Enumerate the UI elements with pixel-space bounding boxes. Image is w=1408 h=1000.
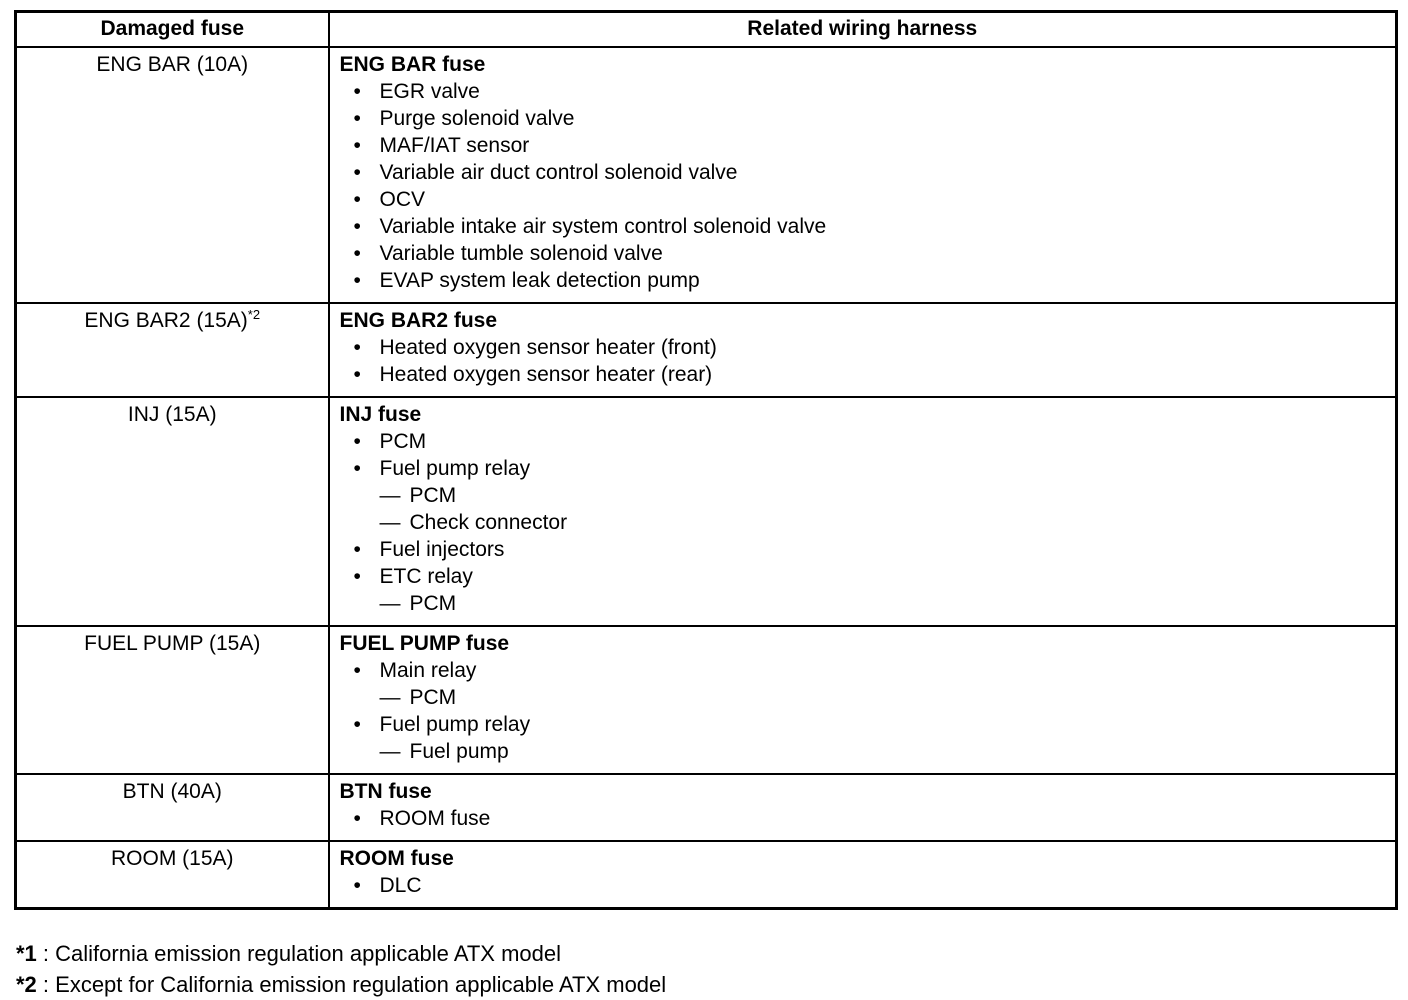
table-row xyxy=(16,303,1397,397)
harness-item xyxy=(340,428,1388,455)
fuse-name: ENG BAR2 (15A) xyxy=(84,309,248,332)
harness-item xyxy=(340,872,1388,899)
harness-fuse-title: BTN fuse xyxy=(339,780,432,803)
dash-marker-icon: — xyxy=(379,592,401,615)
bullet-marker-icon: • xyxy=(353,336,361,359)
harness-item xyxy=(340,361,1388,388)
bullet-marker-icon: • xyxy=(353,659,361,682)
harness-item xyxy=(340,240,1388,267)
header-damaged-fuse: Damaged fuse xyxy=(16,12,329,48)
footnote xyxy=(16,938,1398,969)
fuse-name-cell xyxy=(16,397,329,626)
harness-item-text: Fuel injectors xyxy=(379,538,505,561)
fuse-name: INJ (15A) xyxy=(127,403,217,426)
harness-item-text: Check connector xyxy=(409,511,568,534)
table-row xyxy=(16,774,1397,841)
harness-cell xyxy=(329,303,1397,397)
table-row xyxy=(16,47,1397,303)
harness-item xyxy=(340,684,1388,711)
harness-item xyxy=(340,132,1388,159)
footnote-text: California emission regulation applicable ATX model xyxy=(55,941,562,966)
fuse-name-cell xyxy=(16,303,329,397)
harness-cell xyxy=(329,774,1397,841)
harness-item xyxy=(340,509,1388,536)
table-row xyxy=(16,626,1397,774)
harness-item xyxy=(340,267,1388,294)
bullet-marker-icon: • xyxy=(353,713,361,736)
harness-cell xyxy=(329,841,1397,909)
harness-item xyxy=(340,78,1388,105)
fuse-name-cell xyxy=(16,774,329,841)
bullet-marker-icon: • xyxy=(353,457,361,480)
bullet-marker-icon: • xyxy=(353,215,361,238)
harness-fuse-title: ROOM fuse xyxy=(339,847,454,870)
bullet-marker-icon: • xyxy=(353,188,361,211)
harness-item-text: Heated oxygen sensor heater (rear) xyxy=(379,363,713,386)
bullet-marker-icon: • xyxy=(353,565,361,588)
harness-item xyxy=(340,186,1388,213)
harness-item-text: PCM xyxy=(409,686,457,709)
harness-item-text: ETC relay xyxy=(379,565,473,588)
fuse-name-cell xyxy=(16,626,329,774)
harness-fuse-title: ENG BAR2 fuse xyxy=(339,309,498,332)
bullet-marker-icon: • xyxy=(353,430,361,453)
table-row xyxy=(16,397,1397,626)
harness-item xyxy=(340,213,1388,240)
harness-item-text: ROOM fuse xyxy=(379,807,491,830)
harness-item xyxy=(340,159,1388,186)
harness-item-text: Variable intake air system control solenoid valve xyxy=(379,215,827,238)
harness-fuse-title: INJ fuse xyxy=(339,403,422,426)
dash-marker-icon: — xyxy=(379,484,401,507)
dash-marker-icon: — xyxy=(379,740,401,763)
harness-item xyxy=(340,805,1388,832)
footnote-separator: : xyxy=(36,972,56,997)
footnote-marker: *1 xyxy=(16,941,37,966)
harness-item xyxy=(340,482,1388,509)
harness-item xyxy=(340,657,1388,684)
table-body xyxy=(16,47,1397,909)
footnote-marker: *2 xyxy=(16,972,37,997)
bullet-marker-icon: • xyxy=(353,134,361,157)
harness-cell xyxy=(329,47,1397,303)
harness-item-text: Purge solenoid valve xyxy=(379,107,575,130)
bullet-marker-icon: • xyxy=(353,363,361,386)
bullet-marker-icon: • xyxy=(353,807,361,830)
bullet-marker-icon: • xyxy=(353,874,361,897)
harness-item-text: DLC xyxy=(379,874,422,897)
harness-item-text: MAF/IAT sensor xyxy=(379,134,530,157)
footnote xyxy=(16,969,1398,1000)
harness-item-text: EVAP system leak detection pump xyxy=(379,269,700,292)
footnote-separator: : xyxy=(36,941,56,966)
footnotes xyxy=(14,938,1398,1000)
bullet-marker-icon: • xyxy=(353,538,361,561)
harness-item xyxy=(340,738,1388,765)
fuse-name: BTN (40A) xyxy=(122,780,222,803)
harness-fuse-title: FUEL PUMP fuse xyxy=(339,632,510,655)
harness-item-text: PCM xyxy=(409,484,457,507)
harness-item xyxy=(340,536,1388,563)
bullet-marker-icon: • xyxy=(353,107,361,130)
harness-item xyxy=(340,455,1388,482)
fuse-name: ENG BAR (10A) xyxy=(96,53,249,76)
harness-item-text: Main relay xyxy=(379,659,477,682)
fuse-name-cell xyxy=(16,841,329,909)
harness-item-text: PCM xyxy=(409,592,457,615)
fuse-name: ROOM (15A) xyxy=(110,847,234,870)
harness-item-text: Variable tumble solenoid valve xyxy=(379,242,663,265)
damaged-fuse-table xyxy=(14,10,1398,910)
dash-marker-icon: — xyxy=(379,511,401,534)
bullet-marker-icon: • xyxy=(353,161,361,184)
harness-fuse-title: ENG BAR fuse xyxy=(339,53,486,76)
header-related-wiring-harness: Related wiring harness xyxy=(329,12,1397,48)
harness-item-text: Fuel pump relay xyxy=(379,713,531,736)
harness-item-text: EGR valve xyxy=(379,80,480,103)
harness-cell xyxy=(329,626,1397,774)
bullet-marker-icon: • xyxy=(353,269,361,292)
harness-item xyxy=(340,334,1388,361)
harness-item-text: PCM xyxy=(379,430,427,453)
table-header-row xyxy=(16,12,1397,48)
dash-marker-icon: — xyxy=(379,686,401,709)
harness-item-text: OCV xyxy=(379,188,426,211)
harness-item xyxy=(340,711,1388,738)
fuse-name: FUEL PUMP (15A) xyxy=(84,632,261,655)
footnote-text: Except for California emission regulation applicable ATX model xyxy=(55,972,667,997)
harness-item xyxy=(340,105,1388,132)
harness-item-text: Fuel pump relay xyxy=(379,457,531,480)
harness-item-text: Variable air duct control solenoid valve xyxy=(379,161,738,184)
bullet-marker-icon: • xyxy=(353,80,361,103)
table-row xyxy=(16,841,1397,909)
harness-item xyxy=(340,563,1388,590)
bullet-marker-icon: • xyxy=(353,242,361,265)
fuse-footnote-ref: *2 xyxy=(247,307,261,322)
fuse-name-cell xyxy=(16,47,329,303)
harness-cell xyxy=(329,397,1397,626)
harness-item xyxy=(340,590,1388,617)
harness-item-text: Heated oxygen sensor heater (front) xyxy=(379,336,717,359)
harness-item-text: Fuel pump xyxy=(409,740,509,763)
